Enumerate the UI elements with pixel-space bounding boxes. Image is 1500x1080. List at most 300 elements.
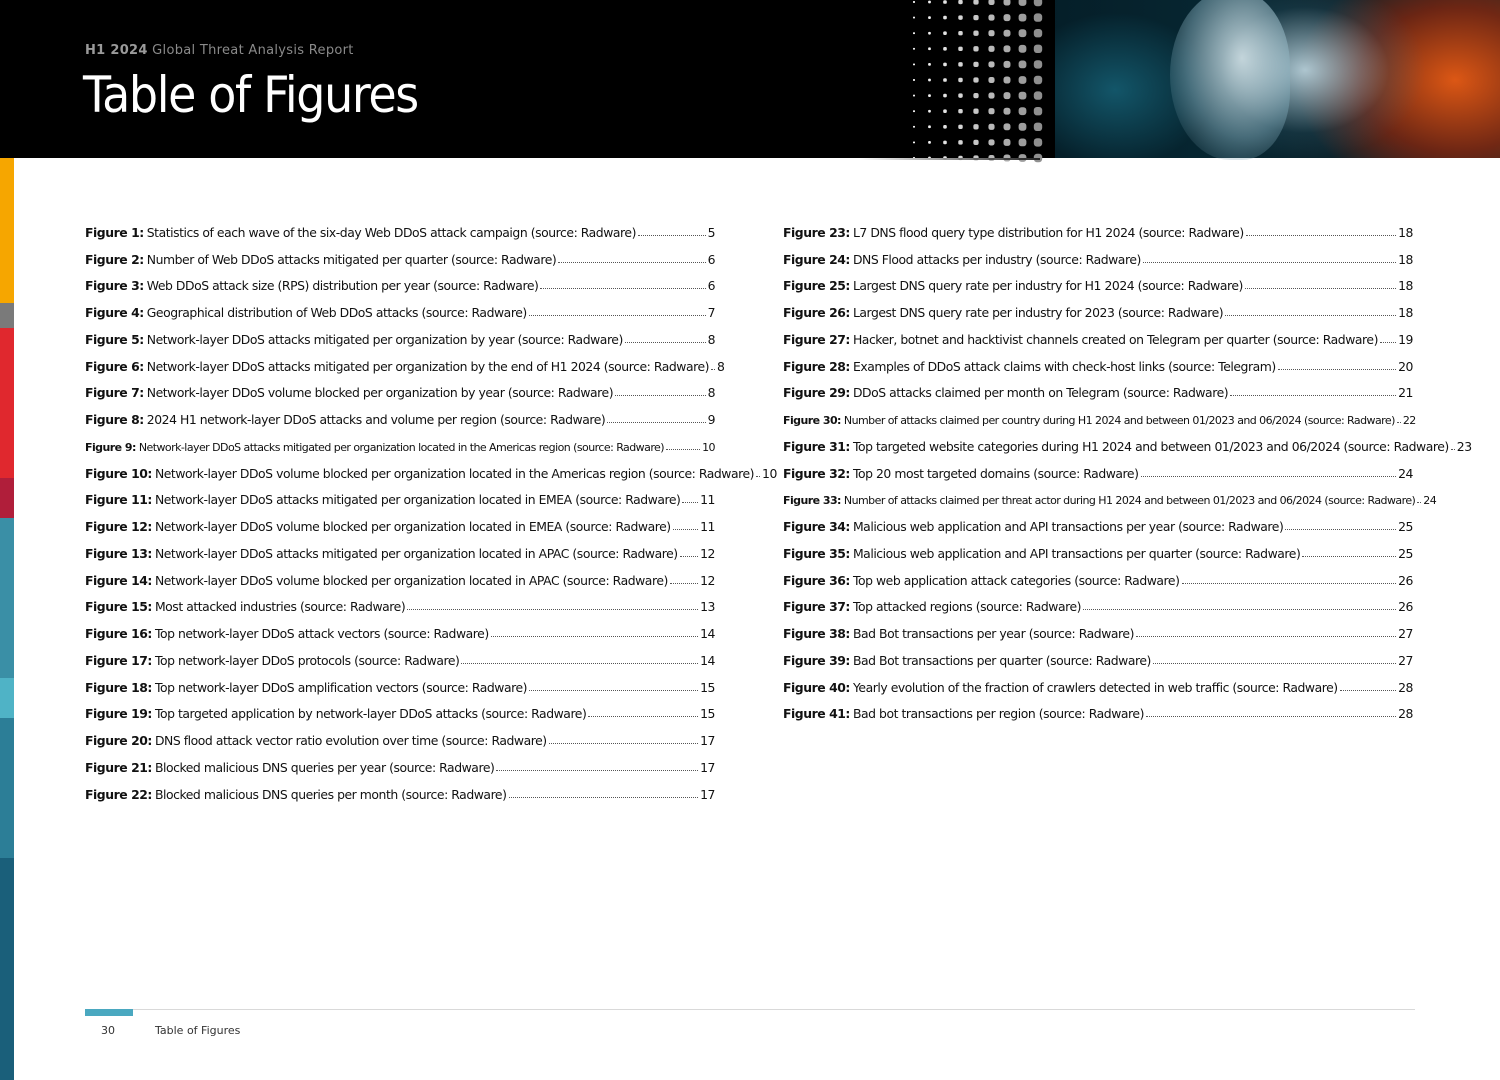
figure-entry[interactable] [783, 588, 1413, 615]
halftone-dot [1019, 76, 1027, 84]
halftone-dot [943, 94, 947, 98]
dot-leader [588, 716, 698, 717]
halftone-dot [1019, 139, 1027, 147]
figure-entry[interactable] [783, 641, 1413, 668]
figure-label: Figure 24: [783, 251, 850, 267]
halftone-dot [988, 61, 994, 67]
figure-label: Figure 5: [85, 331, 144, 347]
halftone-dot [958, 109, 962, 113]
halftone-dot [1034, 13, 1042, 21]
halftone-dot [913, 95, 915, 97]
figure-page-number: 24 [1423, 494, 1437, 508]
figure-page-number: 12 [700, 545, 715, 561]
figure-page-number: 27 [1398, 626, 1413, 641]
halftone-dot [1004, 123, 1011, 130]
figure-caption: Network-layer DDoS volume blocked per organization by year (source: Radware) [146, 385, 614, 401]
figure-page-number: 27 [1398, 652, 1413, 668]
figure-label: Figure 21: [85, 759, 152, 775]
figure-caption: Yearly evolution of the fraction of crawlers detected in web traffic (source: Radware) [852, 679, 1338, 695]
dot-leader [491, 636, 698, 637]
figure-page-number: 24 [1398, 465, 1413, 481]
figure-label: Figure 3: [85, 278, 144, 294]
halftone-dot [1019, 0, 1027, 6]
dot-leader [407, 609, 698, 610]
halftone-dot [943, 16, 947, 20]
halftone-dot [988, 46, 994, 52]
report-year: H1 2024 [85, 43, 148, 58]
figure-page-number: 8 [707, 331, 715, 347]
figure-entry[interactable] [783, 240, 1413, 267]
figure-label: Figure 41: [783, 706, 850, 722]
figure-page-number: 6 [707, 278, 715, 294]
figure-page-number: 19 [1398, 331, 1413, 347]
dot-leader [1153, 663, 1396, 664]
dot-leader [638, 235, 706, 236]
figure-label: Figure 39: [783, 652, 850, 668]
dot-leader [1136, 636, 1396, 637]
figure-caption: Network-layer DDoS attacks mitigated per organization located in APAC (source: Radware) [154, 545, 678, 561]
figure-entry[interactable] [85, 695, 715, 722]
dot-leader [1285, 529, 1396, 530]
figure-caption: Blocked malicious DNS queries per month (source: Radware) [154, 786, 507, 802]
figure-entry[interactable] [85, 775, 715, 802]
halftone-dot [958, 93, 962, 97]
figure-entry[interactable] [783, 561, 1413, 588]
figure-label: Figure 31: [783, 438, 850, 454]
figure-label: Figure 23: [783, 224, 850, 240]
figure-label: Figure 7: [85, 385, 144, 401]
page-title: Table of Figures [83, 66, 418, 124]
figure-label: Figure 17: [85, 652, 152, 668]
figure-page-number: 21 [1398, 385, 1413, 401]
halftone-dot [1034, 123, 1042, 131]
halftone-dot [973, 15, 978, 20]
halftone-dot [958, 62, 962, 66]
dot-leader [1083, 609, 1396, 610]
figure-caption: Top 20 most targeted domains (source: Radware) [852, 465, 1139, 481]
figure-caption: Top targeted website categories during H1 2024 and between 01/2023 and 06/2024 (source: Radware) [852, 438, 1449, 454]
dot-leader [625, 342, 706, 343]
dot-leader [1302, 556, 1396, 557]
halftone-dot [958, 15, 962, 19]
dot-leader [1417, 502, 1421, 503]
figure-entry[interactable] [85, 561, 715, 588]
dot-leader [1230, 395, 1396, 396]
dot-leader [1146, 716, 1396, 717]
figure-label: Figure 15: [85, 599, 152, 615]
figure-page-number: 18 [1398, 278, 1413, 294]
halftone-dot [913, 126, 915, 128]
figure-entry[interactable] [85, 213, 715, 240]
figure-label: Figure 36: [783, 572, 850, 588]
figure-caption: Bad Bot transactions per quarter (source: Radware) [852, 652, 1151, 668]
figure-caption: Top attacked regions (source: Radware) [852, 599, 1082, 615]
figure-label: Figure 38: [783, 626, 850, 641]
dot-leader [670, 583, 698, 584]
figure-page-number: 14 [700, 652, 715, 668]
figure-entry[interactable] [783, 400, 1416, 427]
page-header [0, 0, 1500, 158]
figures-list-left [85, 213, 777, 802]
halftone-dot [1019, 29, 1027, 37]
halftone-dot [913, 79, 915, 81]
figure-label: Figure 32: [783, 465, 850, 481]
halftone-dot [943, 78, 947, 82]
figure-label: Figure 2: [85, 251, 144, 267]
halftone-dot [958, 0, 962, 4]
figure-entry[interactable] [85, 534, 715, 561]
halftone-dot [928, 79, 931, 82]
figure-caption: Top web application attack categories (source: Radware) [852, 572, 1180, 588]
halftone-dot [1034, 0, 1042, 6]
halftone-dot [1004, 139, 1011, 146]
figure-page-number: 20 [1398, 358, 1413, 374]
halftone-dot [913, 141, 915, 143]
halftone-dot [1019, 45, 1027, 53]
figure-caption: DNS flood attack vector ratio evolution over time (source: Radware) [154, 733, 547, 748]
figure-label: Figure 1: [85, 224, 144, 240]
figure-caption: Largest DNS query rate per industry for 2023 (source: Radware) [852, 305, 1224, 320]
figure-caption: Bad bot transactions per region (source: Radware) [852, 706, 1144, 722]
figure-page-number: 15 [700, 706, 715, 722]
dot-leader [1380, 342, 1396, 343]
figure-caption: Malicious web application and API transactions per quarter (source: Radware) [852, 545, 1301, 561]
figure-entry[interactable] [85, 748, 715, 775]
halftone-dot [1004, 108, 1011, 115]
halftone-dot [973, 62, 978, 67]
halftone-dot [943, 125, 947, 129]
figure-caption: Examples of DDoS attack claims with check-host links (source: Telegram) [852, 358, 1276, 374]
halftone-dot [1034, 107, 1042, 115]
halftone-dot [973, 93, 978, 98]
figure-caption: L7 DNS flood query type distribution for H1 2024 (source: Radware) [852, 224, 1244, 240]
halftone-dot [1004, 30, 1011, 37]
figure-entry[interactable] [85, 614, 715, 641]
figures-list-right [783, 213, 1472, 722]
halftone-dot [958, 31, 962, 35]
figure-page-number: 9 [707, 412, 715, 427]
dot-leader [1225, 315, 1396, 316]
figure-label: Figure 35: [783, 545, 850, 561]
figure-label: Figure 14: [85, 572, 152, 588]
halftone-dot [988, 30, 994, 36]
halftone-dot [943, 0, 947, 4]
figure-page-number: 17 [700, 786, 715, 802]
halftone-dot [988, 124, 994, 130]
dot-leader [682, 502, 698, 503]
figure-entry[interactable] [85, 721, 715, 748]
figure-entry[interactable] [783, 534, 1413, 561]
figure-caption: Top network-layer DDoS amplification vectors (source: Radware) [154, 679, 528, 695]
figure-page-number: 11 [700, 492, 715, 508]
figure-label: Figure 34: [783, 519, 850, 534]
figure-page-number: 6 [707, 251, 715, 267]
dot-leader [1340, 690, 1396, 691]
figure-entry[interactable] [783, 481, 1437, 508]
halftone-dots-decoration [910, 0, 1060, 158]
figure-entry[interactable] [783, 427, 1472, 454]
halftone-dot [1004, 92, 1011, 99]
dot-leader [529, 315, 706, 316]
figure-page-number: 10 [762, 465, 777, 481]
halftone-dot [1019, 107, 1027, 115]
halftone-dot [928, 16, 931, 19]
halftone-dot [1034, 138, 1042, 146]
halftone-dot [913, 63, 915, 65]
figure-label: Figure 8: [85, 412, 144, 427]
footer-divider [85, 1009, 1415, 1010]
figure-page-number: 23 [1456, 438, 1472, 454]
dot-leader [496, 770, 698, 771]
figure-entry[interactable] [85, 240, 715, 267]
halftone-dot [1019, 123, 1027, 131]
color-stripe-decoration [0, 158, 14, 1080]
dot-leader [1278, 369, 1396, 370]
dot-leader [558, 262, 705, 263]
figure-entry[interactable] [85, 641, 715, 668]
dot-leader [1143, 262, 1396, 263]
figure-label: Figure 12: [85, 519, 152, 534]
figure-entry[interactable] [85, 347, 725, 374]
halftone-dot [973, 109, 978, 114]
halftone-dot [928, 1, 931, 4]
figure-page-number: 17 [700, 759, 715, 775]
figure-page-number: 18 [1398, 305, 1413, 320]
figure-caption: Largest DNS query rate per industry for H1 2024 (source: Radware) [852, 278, 1243, 294]
figure-caption: Bad Bot transactions per year (source: Radware) [852, 626, 1134, 641]
figure-page-number: 10 [702, 440, 715, 454]
figure-entry[interactable] [85, 267, 715, 294]
figure-caption: Network-layer DDoS volume blocked per organization located in APAC (source: Radware) [154, 572, 668, 588]
figure-entry[interactable] [783, 293, 1413, 320]
dot-leader [615, 395, 705, 396]
figure-page-number: 25 [1398, 545, 1413, 561]
dot-leader [1397, 422, 1401, 423]
figure-caption: Hacker, botnet and hacktivist channels created on Telegram per quarter (source: Radware) [852, 331, 1378, 347]
page-number: 30 [101, 1024, 115, 1037]
figure-page-number: 25 [1398, 519, 1413, 534]
dot-leader [540, 288, 705, 289]
figure-caption: Web DDoS attack size (RPS) distribution per year (source: Radware) [146, 278, 539, 294]
figure-caption: Statistics of each wave of the six-day Web DDoS attack campaign (source: Radware) [146, 224, 636, 240]
halftone-dot [958, 78, 962, 82]
dot-leader [1182, 583, 1397, 584]
figure-caption: 2024 H1 network-layer DDoS attacks and volume per region (source: Radware) [146, 412, 606, 427]
halftone-dot [1004, 45, 1011, 52]
figure-page-number: 7 [707, 305, 715, 320]
figure-label: Figure 30: [783, 414, 841, 427]
figure-page-number: 18 [1398, 251, 1413, 267]
figure-page-number: 13 [700, 599, 715, 615]
figure-label: Figure 6: [85, 358, 144, 374]
halftone-dot [913, 1, 915, 3]
figure-label: Figure 28: [783, 358, 850, 374]
figure-entry[interactable] [783, 507, 1413, 534]
figure-page-number: 17 [700, 733, 715, 748]
dot-leader [711, 369, 715, 370]
figure-caption: DNS Flood attacks per industry (source: Radware) [852, 251, 1141, 267]
figure-label: Figure 22: [85, 786, 152, 802]
figure-entry[interactable] [85, 293, 715, 320]
figure-entry[interactable] [783, 374, 1413, 401]
figure-page-number: 18 [1398, 224, 1413, 240]
hero-face-highlight [1170, 0, 1290, 160]
figure-entry[interactable] [85, 454, 777, 481]
halftone-dot [928, 125, 931, 128]
figure-entry[interactable] [85, 588, 715, 615]
figure-entry[interactable] [85, 427, 715, 454]
figure-entry[interactable] [85, 374, 715, 401]
dot-leader [549, 743, 698, 744]
halftone-dot [1019, 92, 1027, 100]
halftone-dot [973, 31, 978, 36]
halftone-dot [943, 31, 947, 35]
halftone-dot [943, 109, 947, 113]
figure-label: Figure 27: [783, 331, 850, 347]
figure-entry[interactable] [85, 400, 715, 427]
figure-caption: Network-layer DDoS volume blocked per organization located in the Americas region (source: Radware) [154, 465, 755, 481]
figure-entry[interactable] [783, 668, 1413, 695]
halftone-dot [913, 48, 915, 50]
figure-page-number: 26 [1398, 572, 1413, 588]
figure-label: Figure 19: [85, 706, 152, 722]
figure-label: Figure 33: [783, 494, 841, 508]
halftone-dot [1034, 76, 1042, 84]
dot-leader [461, 663, 698, 664]
figure-entry[interactable] [783, 213, 1413, 240]
halftone-dot [1004, 14, 1011, 21]
figure-entry[interactable] [783, 347, 1413, 374]
halftone-dot [928, 32, 931, 35]
halftone-dot [928, 94, 931, 97]
figure-caption: Blocked malicious DNS queries per year (source: Radware) [154, 759, 495, 775]
dot-leader [1245, 288, 1396, 289]
halftone-dot [988, 0, 994, 5]
dot-leader [673, 529, 698, 530]
halftone-dot [943, 141, 947, 145]
halftone-dot [1034, 45, 1042, 53]
halftone-dot [988, 93, 994, 99]
halftone-dot [1034, 91, 1042, 99]
dot-leader [666, 449, 700, 450]
halftone-dot [928, 47, 931, 50]
halftone-dot [1004, 61, 1011, 68]
dot-leader [607, 422, 705, 423]
figure-label: Figure 40: [783, 679, 850, 695]
halftone-dot [973, 0, 978, 5]
halftone-dot [1019, 61, 1027, 69]
figure-caption: Network-layer DDoS attacks mitigated per organization located in the Americas region (source: Radware) [138, 440, 665, 454]
footer-section-title: Table of Figures [155, 1024, 241, 1037]
figure-label: Figure 9: [85, 440, 136, 454]
figure-entry[interactable] [783, 695, 1413, 722]
figure-label: Figure 20: [85, 733, 152, 748]
halftone-dot [988, 108, 994, 114]
figure-entry[interactable] [783, 614, 1413, 641]
halftone-dot [943, 47, 947, 51]
halftone-dot [913, 17, 915, 19]
halftone-dot [988, 139, 994, 145]
halftone-dot [928, 141, 931, 144]
figure-label: Figure 4: [85, 305, 144, 320]
figure-entry[interactable] [783, 267, 1413, 294]
halftone-dot [913, 110, 915, 112]
halftone-dot [1019, 14, 1027, 22]
figure-caption: Top network-layer DDoS attack vectors (source: Radware) [154, 626, 489, 641]
halftone-dot [943, 63, 947, 67]
figure-label: Figure 18: [85, 679, 152, 695]
figure-caption: Number of Web DDoS attacks mitigated per quarter (source: Radware) [146, 251, 557, 267]
halftone-dot [1034, 60, 1042, 68]
figure-caption: Most attacked industries (source: Radware) [154, 599, 406, 615]
halftone-dot [973, 77, 978, 82]
halftone-dot [958, 140, 962, 144]
figure-page-number: 11 [700, 519, 715, 534]
halftone-dot [1004, 0, 1011, 5]
figure-page-number: 28 [1398, 706, 1413, 722]
header-underline-decoration [860, 158, 1040, 160]
figure-entry[interactable] [783, 320, 1413, 347]
report-title [85, 43, 354, 58]
figure-page-number: 28 [1398, 679, 1413, 695]
figure-entry[interactable] [85, 481, 715, 508]
figure-caption: Number of attacks claimed per country during H1 2024 and between 01/2023 and 06/2024 (source: Radware) [843, 414, 1395, 427]
footer-accent-bar [85, 1009, 133, 1016]
halftone-dot [913, 32, 915, 34]
halftone-dot [973, 140, 978, 145]
figure-caption: Top targeted application by network-layer DDoS attacks (source: Radware) [154, 706, 587, 722]
figure-page-number: 8 [707, 385, 715, 401]
halftone-dot [973, 46, 978, 51]
figure-label: Figure 13: [85, 545, 152, 561]
figure-caption: Network-layer DDoS attacks mitigated per organization by the end of H1 2024 (source: Radware) [146, 358, 710, 374]
figure-label: Figure 11: [85, 492, 152, 508]
dot-leader [529, 690, 698, 691]
figure-caption: Malicious web application and API transactions per year (source: Radware) [852, 519, 1284, 534]
figure-entry[interactable] [85, 668, 715, 695]
figure-page-number: 5 [707, 224, 715, 240]
halftone-dot [973, 124, 978, 129]
figure-label: Figure 26: [783, 305, 850, 320]
report-name: Global Threat Analysis Report [147, 43, 354, 58]
figure-entry[interactable] [85, 507, 715, 534]
dot-leader [756, 476, 760, 477]
figure-label: Figure 25: [783, 278, 850, 294]
halftone-dot [1004, 77, 1011, 84]
halftone-dot [988, 77, 994, 83]
halftone-dot [928, 63, 931, 66]
dot-leader [1141, 476, 1397, 477]
figure-page-number: 26 [1398, 599, 1413, 615]
figure-label: Figure 16: [85, 626, 152, 641]
figure-entry[interactable] [85, 320, 715, 347]
figure-caption: Network-layer DDoS attacks mitigated per organization by year (source: Radware) [146, 331, 623, 347]
halftone-dot [928, 110, 931, 113]
dot-leader [1246, 235, 1396, 236]
dot-leader [680, 556, 698, 557]
figure-page-number: 15 [700, 679, 715, 695]
figure-page-number: 22 [1402, 414, 1416, 427]
figure-entry[interactable] [783, 454, 1413, 481]
dot-leader [1451, 449, 1455, 450]
figure-label: Figure 37: [783, 599, 850, 615]
figure-caption: DDoS attacks claimed per month on Telegram (source: Radware) [852, 385, 1229, 401]
figure-page-number: 14 [700, 626, 715, 641]
figure-caption: Network-layer DDoS volume blocked per organization located in EMEA (source: Radware) [154, 519, 671, 534]
halftone-dot [988, 15, 994, 21]
halftone-dot [1034, 29, 1042, 37]
figure-caption: Network-layer DDoS attacks mitigated per organization located in EMEA (source: Radware) [154, 492, 681, 508]
